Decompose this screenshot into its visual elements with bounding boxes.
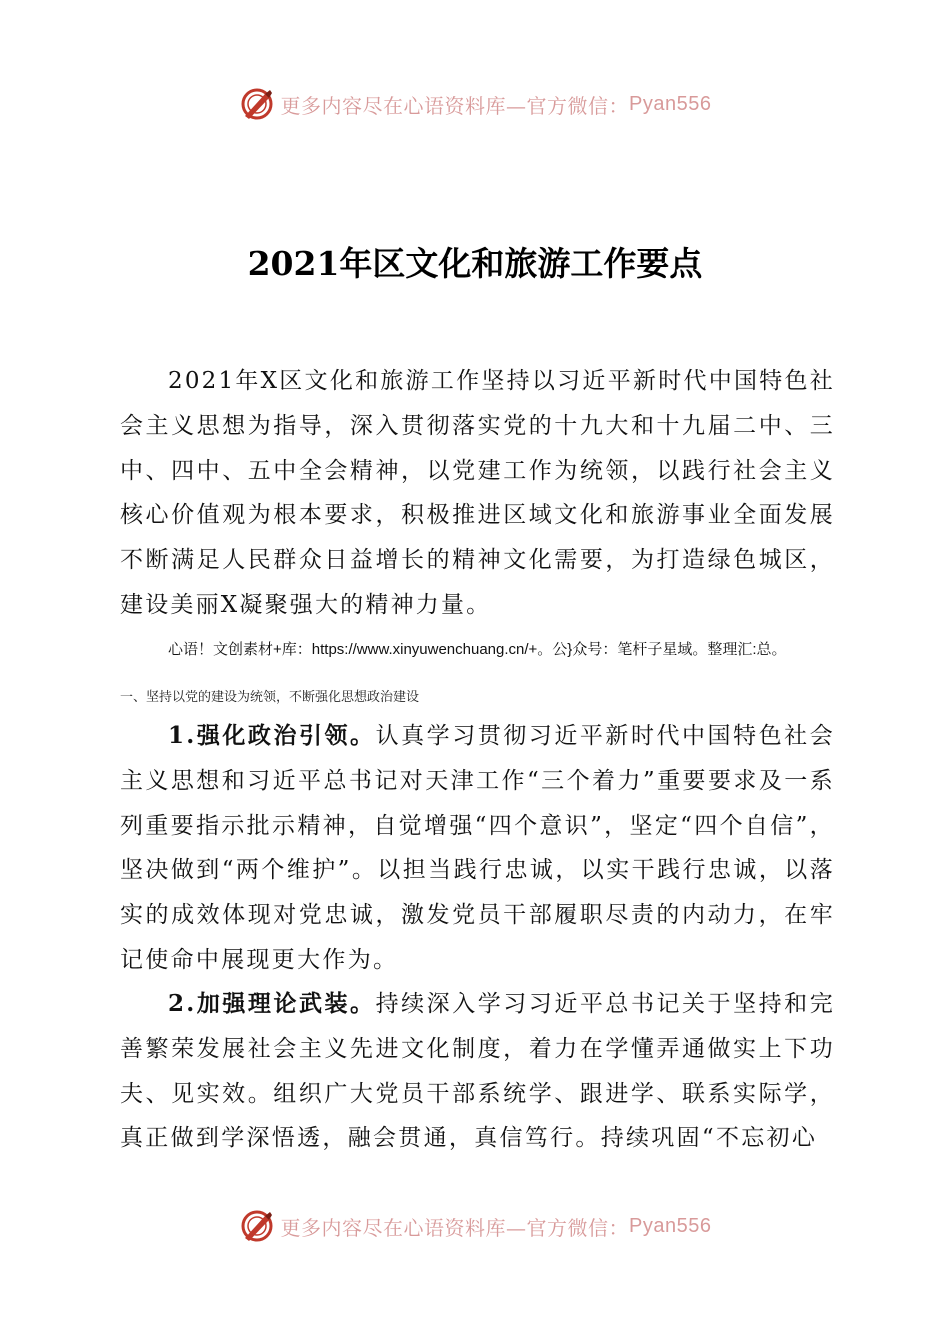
pen-logo-icon: [239, 86, 275, 122]
page-title: 2021年区文化和旅游工作要点: [247, 244, 703, 283]
intro-paragraph: [120, 359, 835, 628]
watermark-text: 更多内容尽在心语资料库—官方微信：: [280, 93, 630, 118]
section-heading: 一、坚持以党的建设为统领，不断强化思想政治建设: [120, 690, 420, 705]
item-lead: 1.强化政治引领。: [168, 722, 376, 749]
watermark-wechat-id: Pyan556: [629, 92, 712, 115]
watermark-text: 更多内容尽在心语资料库—官方微信：: [280, 1215, 630, 1240]
watermark-wechat-id: Pyan556: [629, 1214, 712, 1237]
item-paragraph: [120, 982, 835, 1161]
source-note: 心语！文创素材+库：https://www.xinyuwenchuang.cn/+。公}众号：笔杆子星域。整理汇:总。: [168, 641, 787, 658]
footer-watermark: [0, 1206, 950, 1246]
item-lead: 2.加强理论武装。: [168, 990, 376, 1017]
item-body: 持续深入学习习近平总书记关于坚持和完善繁荣发展社会主义先进文化制度，着力在学懂弄通做实上下功夫、见实效。组织广大党员干部系统学、跟进学、联系实际学，真正做到学深悟透，融会贯通，真信笃行。持续巩固“不忘初心: [120, 991, 835, 1152]
item-body: 认真学习贯彻习近平新时代中国特色社会主义思想和习近平总书记对天津工作“三个着力”重要要求及一系列重要指示批示精神，自觉增强“四个意识”，坚定“四个自信”，坚决做到“两个维护”。以担当践行忠诚，以实干践行忠诚，以落实的成效体现对党忠诚，激发党员干部履职尽责的内动力，在牢记使命中展现更大作为。: [120, 723, 835, 973]
intro-text: 2021年X区文化和旅游工作坚持以习近平新时代中国特色社会主义思想为指导，深入贯彻落实党的十九大和十九届二中、三中、四中、五中全会精神，以党建工作为统领，以践行社会主义核心价值观为根本要求，积极推进区域文化和旅游事业全面发展不断满足人民群众日益增长的精神文化需要，为打造绿色城区，建设美丽X凝聚强大的精神力量。: [120, 368, 835, 618]
item-paragraph: [120, 714, 835, 983]
pen-logo-icon: [239, 1208, 275, 1244]
header-watermark: [0, 84, 950, 124]
